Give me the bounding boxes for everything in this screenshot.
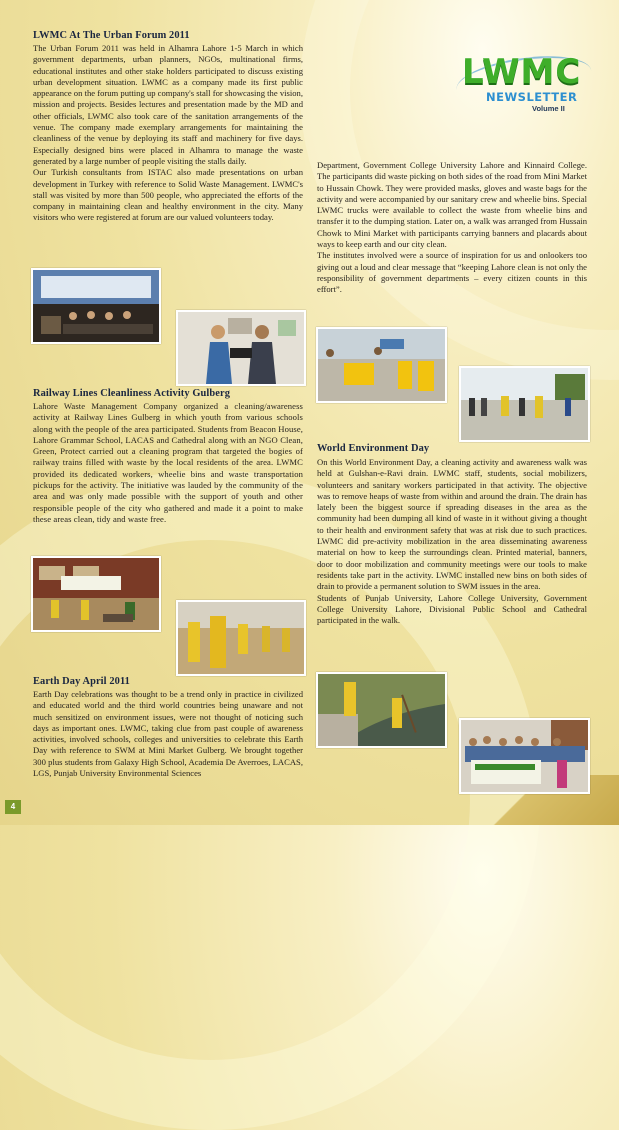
urban-forum-body — [33, 43, 303, 224]
photo-awareness-walk-image — [461, 368, 588, 440]
photo-railway-wagon — [31, 556, 161, 632]
photo-railway-workers-image — [178, 602, 304, 674]
railway-heading: Railway Lines Cleanliness Activity Gulberg — [33, 388, 231, 399]
environment-day-paragraph-1: On this World Environment Day, a cleaning activity and awareness walk was held at Gulshan-e-Ravi drain. LWMC staff, students, social mobilizers, volunteers and sanitary workers participated in that activity. The objective was to remove heaps of waste from within and around the drain. The drain has lately been the biggest source if spreading diseases in the area as the community had been dumping all kind of waste in it without giving a thought to their health and environment safety that was at risk due to such practices. LWMC did pre-activity mobilization in the area disseminating awareness material on how to keep the surroundings clean. Printed material, banners, door to door mobilization and community meetings were our tools to make residents take part in the activity. LWMC installed new bins on both sides of drain to provide a permanent solution to SWM issues in the area. — [317, 457, 587, 592]
photo-wheelie-bins — [316, 327, 447, 403]
earth-day-continued — [317, 160, 587, 296]
earth-day-continued-paragraph-2: The institutes involved were a source of inspiration for us and onlookers too giving out a loud and clear message that “keeping Lahore clean is not only the responsibility of government departments – every citizen counts in this effort”. — [317, 250, 587, 295]
photo-railway-workers — [176, 600, 306, 676]
photo-environment-banner — [459, 718, 590, 794]
photo-awareness-walk — [459, 366, 590, 442]
logo-subtitle: NEWSLETTER — [486, 90, 578, 104]
photo-forum-stage — [31, 268, 161, 344]
photo-drain-cleaning — [316, 672, 447, 748]
environment-day-heading: World Environment Day — [317, 443, 430, 454]
photo-environment-banner-image — [461, 720, 588, 792]
photo-wheelie-bins-image — [318, 329, 445, 401]
earth-day-continued-paragraph-1: Department, Government College University Lahore and Kinnaird College. The participants did waste picking on both sides of the road from Mini Market to Hussain Chowk. They were provided masks, gloves and waste bags for the activity and were accompanied by our sanitary crew and wheelie bins. Special LWMC trucks were available to collect the waste from wheelie bins and transfer it to the dumping station. Later on, a walk was arranged from Hussain Chowk to Mini Market with participants carrying banners and placards about ways to keep earth and our city clean. — [317, 160, 587, 250]
urban-forum-paragraph-1: The Urban Forum 2011 was held in Alhamra Lahore 1-5 March in which government departments, urban planners, NGOs, multinational firms, educational institutes and other stake holders participated to discuss existing urban development situation. LWMC as a company made its first public appearance on the forum putting up company's stall for showcasing the vision, mission and projects. Besides lectures and presentation made by the MD and other officials, LWMC also took care of the sanitation arrangements of the venue. The company made exemplary arrangements for maintaining the cleanliness of the venue by deploying its staff and machinery for five days. Especially designed bins were placed in Alhamra to manage the waste generated by a large number of people visiting the stalls daily. — [33, 43, 303, 166]
logo-volume: Volume II — [532, 104, 565, 113]
urban-forum-paragraph-2: Our Turkish consultants from ISTAC also made presentations on urban development in Turkey with reference to Solid Waste Management. LWMC's stall was visited by more than 500 people, who appreciated the efforts of the company in maintaining clean and healthy environment in the city. Many visitors who were registered at forum are our valued volunteers today. — [33, 167, 303, 223]
environment-day-paragraph-2: Students of Punjab University, Lahore College University, Government College University Lahore, Divisional Public School and Cathedral participated in the walk. — [317, 592, 587, 626]
urban-forum-heading: LWMC At The Urban Forum 2011 — [33, 30, 190, 41]
logo-title: LWMC — [462, 52, 582, 92]
newsletter-logo — [456, 50, 596, 122]
photo-railway-wagon-image — [33, 558, 159, 630]
photo-award-handover-image — [178, 312, 304, 384]
photo-award-handover — [176, 310, 306, 386]
railway-body: Lahore Waste Management Company organized a cleaning/awareness activity at Railway Lines Gulberg in which youth from various schools along with the people of the area participated. Students from Beacon House, Lahore Grammar School, LACAS and Cathedral along with an NGO Clean, Green, Protect carried out a cleaning program that targeted the bogies of railway trains filled with waste by the local residents of the area. LWMC provided its dedicated workers, wheelie bins and waste transportation pickups for the activity. The initiative was lauded by the community of the area and was only made possible with the support of youth and other responsible people of the city who gathered and made it a point to make these areas clean, tidy and waste free. — [33, 401, 303, 524]
photo-drain-cleaning-image — [318, 674, 445, 746]
earth-day-body: Earth Day celebrations was thought to be a trend only in practice in civilized and educated world and the third world countries being unaware and not much sensitized on environment issues, were not thought of noticing such days as important ones. LWMC, taking clue from past couple of awareness activities, involved schools, colleges and universities to celebrate this Earth Day with reference to SWM at Mini Market Gulberg. We brought together 300 plus students from Galaxy High School, Academia De Averroes, LACAS, LGS, Punjab University Environmental Sciences — [33, 689, 303, 779]
environment-day-body — [317, 457, 587, 626]
photo-forum-stage-image — [33, 270, 159, 342]
earth-day-heading: Earth Day April 2011 — [33, 676, 130, 687]
page-number: 4 — [5, 800, 21, 814]
